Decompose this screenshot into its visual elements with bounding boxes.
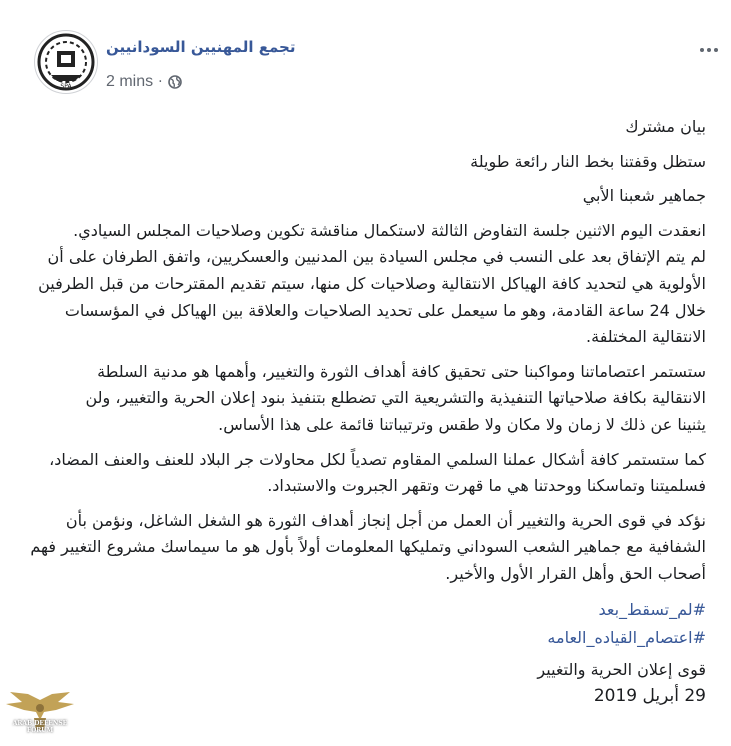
paragraph-line: الشفافية مع جماهير الشعب السوداني وتمليكها المعلومات أولاً بأول هو ما سيماسك مشروع التغيير فهم [30, 537, 706, 557]
paragraph-line: كما ستستمر كافة أشكال عملنا السلمي المقاوم تصدياً لكل محاولات جر البلاد للعنف والعنف المضاد، [49, 449, 706, 469]
paragraph-line: انعقدت اليوم الاثنين جلسة التفاوض الثالثة لاستكمال مناقشة تكوين وصلاحيات المجلس السيادي. [73, 220, 706, 240]
watermark-text: ARAB DEFENSE FORUM [12, 720, 68, 734]
statement-date: 29 أبريل 2019 [593, 685, 706, 706]
paragraph-line: الانتقالية بكافة صلاحياتها التنفيذية والتشريعية التي تضطلع بتنفيذ بنود إعلان الحرية والتغيير، ولن [85, 388, 706, 408]
paragraph-line: الانتقالية المختلفة. [586, 327, 706, 347]
page-name-link[interactable]: تجمع المهنيين السودانيين [106, 38, 296, 56]
hashtag-link[interactable]: #اعتصام_القياده_العامه [547, 627, 706, 647]
statement-signature: قوى إعلان الحرية والتغيير [537, 659, 706, 679]
paragraph-line: الأولوية هي لتحديد كافة الهياكل الانتقالية وصلاحيات كل منها، سيتم تقديم المقترحات من قبل الطرفين [38, 273, 706, 293]
post-meta [106, 72, 182, 92]
statement-subtitle: ستظل وقفتنا بخط النار رائعة طويلة [470, 151, 706, 171]
statement-title: بيان مشترك [625, 117, 706, 136]
meta-separator: · [158, 74, 163, 90]
paragraph-line: فسلميتنا وتماسكنا ووحدتنا هي ما قهرت وتقهر الجبروت والاستبداد. [267, 476, 706, 496]
post-timestamp[interactable]: 2 mins [106, 73, 154, 90]
dot-icon [714, 48, 718, 52]
paragraph-3 [49, 447, 706, 500]
globe-icon[interactable] [168, 75, 182, 89]
page-avatar[interactable] [34, 30, 98, 94]
paragraph-line: نؤكد في قوى الحرية والتغيير أن العمل من أجل إنجاز أهداف الثورة هو الشغل الشاغل، ونؤمن بأن [65, 510, 706, 530]
spa-logo-icon [35, 31, 97, 93]
watermark-eagle-icon [0, 690, 80, 746]
avatar-text: SPA [60, 83, 72, 90]
post-body [30, 108, 706, 710]
paragraph-1 [38, 218, 706, 351]
hashtag-link[interactable]: #لم_تسقط_بعد [598, 599, 706, 619]
paragraph-line: خلال 24 ساعة القادمة، وهو ما سيعمل على تحديد الصلاحيات والعلاقة بين الهياكل في المؤسسات [64, 300, 706, 320]
dot-icon [707, 48, 711, 52]
dot-icon [700, 48, 704, 52]
paragraph-line: أصحاب الحق وأهل القرار الأول والأخير. [445, 563, 706, 583]
post-header [0, 0, 731, 110]
paragraph-line: لم يتم الإتفاق بعد على النسب في مجلس السيادة بين المدنيين والعسكريين، واتفق الطرفان على أن [47, 247, 706, 267]
paragraph-2 [66, 359, 706, 439]
paragraph-4 [30, 508, 706, 588]
paragraph-line: يثنينا عن ذلك لا زمان ولا مكان ولا طقس وترتيباتنا قائمة على هذا الأساس. [218, 414, 706, 434]
more-options-icon[interactable] [696, 40, 722, 60]
paragraph-line: ستستمر اعتصاماتنا ومواكبنا حتى تحقيق كافة أهداف الثورة والتغيير، وأهمها هو مدنية السلطة [97, 361, 706, 381]
statement-greeting: جماهير شعبنا الأبي [582, 186, 706, 206]
